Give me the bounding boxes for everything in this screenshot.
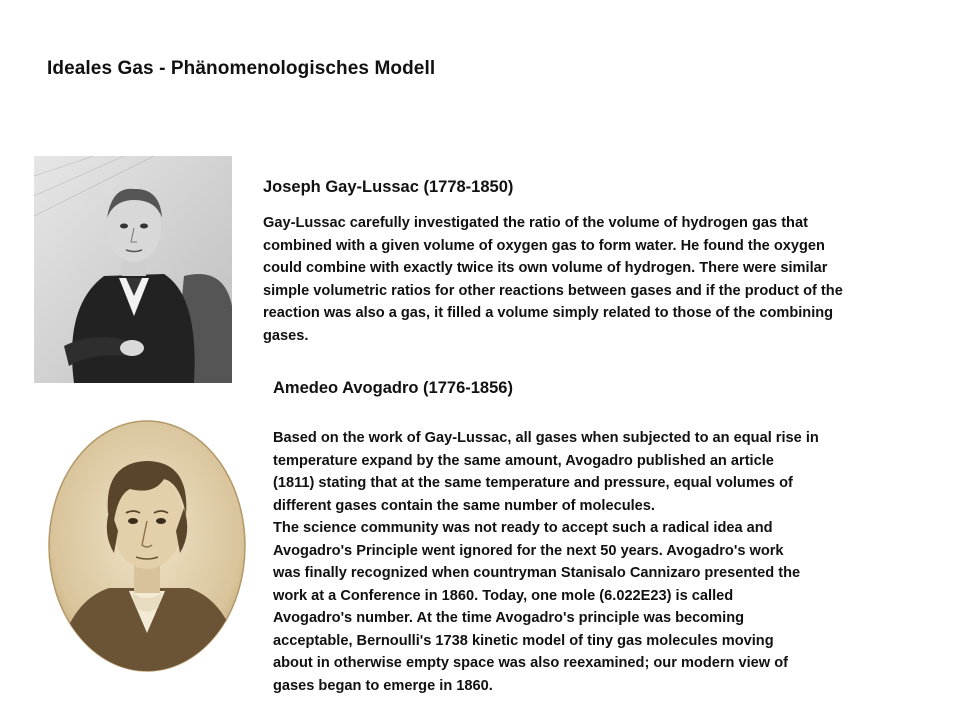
text-line: acceptable, Bernoulli's 1738 kinetic model of tiny gas molecules moving xyxy=(273,632,774,649)
text-line: Gay-Lussac carefully investigated the ratio of the volume of hydrogen gas that xyxy=(263,215,808,231)
text-line: could combine with exactly twice its own volume of hydrogen. There were similar xyxy=(263,260,828,276)
page-title: Ideales Gas - Phänomenologisches Modell xyxy=(47,58,436,79)
text-line: simple volumetric ratios for other reactions between gases and if the product of the xyxy=(263,282,843,299)
text-line: Avogadro's Principle went ignored for the next 50 years. Avogadro's work xyxy=(273,542,784,559)
text-line: gases. xyxy=(263,327,309,344)
text-line: work at a Conference in 1860. Today, one mole (6.022E23) is called xyxy=(273,587,734,604)
gay-lussac-heading: Joseph Gay-Lussac (1778-1850) xyxy=(263,178,514,196)
text-line: about in otherwise empty space was also reexamined; our modern view of xyxy=(273,655,788,671)
text-line: combined with a given volume of oxygen gas to form water. He found the oxygen xyxy=(263,237,825,254)
avogadro-heading: Amedeo Avogadro (1776-1856) xyxy=(273,379,513,397)
gay-lussac-text xyxy=(263,212,843,347)
text-line: The science community was not ready to accept such a radical idea and xyxy=(273,520,773,536)
text-line: was finally recognized when countryman Stanisalo Cannizaro presented the xyxy=(273,565,801,581)
avogadro-portrait xyxy=(34,403,260,679)
text-line: (1811) stating that at the same temperature and pressure, equal volumes of xyxy=(273,475,793,491)
text-line: reaction was also a gas, it filled a volume simply related to those of the combining xyxy=(263,305,834,321)
text-line: different gases contain the same number of molecules. xyxy=(273,497,655,514)
text-line: Avogadro's number. At the time Avogadro's principle was becoming xyxy=(273,610,745,626)
gay-lussac-portrait xyxy=(34,156,232,383)
text-line: gases began to emerge in 1860. xyxy=(273,677,493,694)
avogadro-text xyxy=(273,427,819,697)
text-line: Based on the work of Gay-Lussac, all gases when subjected to an equal rise in xyxy=(273,430,819,446)
text-line: temperature expand by the same amount, Avogadro published an article xyxy=(273,452,774,469)
